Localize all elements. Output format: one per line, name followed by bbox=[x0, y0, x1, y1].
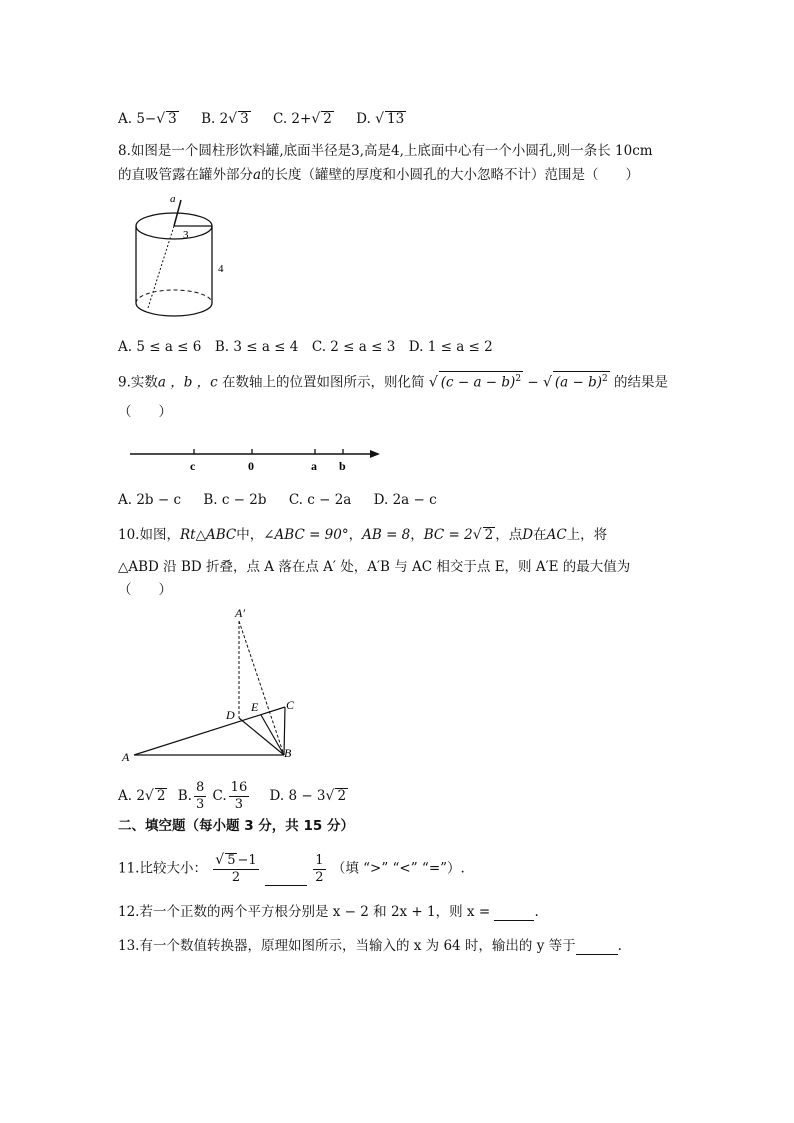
q13-answer-blank[interactable] bbox=[576, 954, 618, 955]
q10-paren: （ ） bbox=[118, 582, 172, 598]
q9-number-line bbox=[118, 440, 388, 476]
label-B: B bbox=[284, 746, 292, 760]
label-E: E bbox=[251, 700, 259, 714]
q7-option-b: B. 2√ 3 bbox=[201, 111, 249, 127]
segment-AprimeB bbox=[239, 621, 284, 755]
q8-line-1: 8.如图是一个圆柱形饮料罐,底面半径是3,高是4,上底面中心有一个小圆孔,则一条长 10cm bbox=[118, 143, 653, 159]
label-C: C bbox=[286, 698, 295, 712]
q10-option-a: A. 2√ 2 bbox=[118, 788, 166, 804]
q9-option-b: B. c − 2b bbox=[203, 492, 267, 508]
axis-label-a: a bbox=[311, 459, 317, 473]
section-2-heading: 二、填空题（每小题 3 分，共 15 分） bbox=[118, 818, 354, 834]
q11-line: 11.比较大小： $\frac{√ 5 -1}{2}$ $\frac{1}{2}$ （填 “>” “<” “=”）. bbox=[118, 852, 465, 885]
segment-BD bbox=[239, 718, 284, 755]
axis-label-0: 0 bbox=[248, 459, 254, 473]
q9-paren: （ ） bbox=[118, 404, 172, 420]
segment-AC bbox=[134, 707, 285, 755]
label-a: a bbox=[170, 193, 176, 205]
axis-label-c: c bbox=[190, 459, 196, 473]
q10-line-2: △ABD 沿 BD 折叠，点 A 落在点 A′ 处，A′B 与 AC 相交于点 E，则 A′E 的最大值为 bbox=[118, 559, 631, 575]
q8-line-2: 的直吸管露在罐外部分a的长度（罐壁的厚度和小圆孔的大小忽略不计）范围是（ ） bbox=[118, 167, 640, 183]
q10-option-c: C. $\frac{16}{3}$ bbox=[212, 780, 248, 812]
q7-option-a: A. 5−√ 3 bbox=[118, 111, 177, 127]
label-A: A bbox=[122, 750, 130, 764]
q10-option-b: B. $\frac{8}{3}$ bbox=[177, 780, 205, 812]
axis-arrow bbox=[370, 450, 380, 458]
q10-line-1: 10.如图，Rt△ABC中，∠ABC = 90°，AB = 8，BC = 2√ 2 ，点D在AC上，将 bbox=[118, 527, 608, 543]
q11-fraction-2: $\frac{1}{2}$ bbox=[315, 852, 324, 885]
q9-option-d: D. 2a − c bbox=[373, 492, 437, 508]
q12-line: 12.若一个正数的两个平方根分别是 x − 2 和 2x + 1，则 x = . bbox=[118, 904, 539, 920]
q9-option-a: A. 2b − c bbox=[118, 492, 182, 508]
q10-triangle-figure bbox=[118, 603, 318, 773]
cylinder-bottom-back bbox=[136, 290, 212, 303]
q8-options: A. 5 ≤ a ≤ 6 B. 3 ≤ a ≤ 4 C. 2 ≤ a ≤ 3 D. 1 ≤ a ≤ 2 bbox=[118, 339, 493, 355]
q9-options bbox=[118, 491, 437, 509]
q13-line: 13.有一个数值转换器，原理如图所示，当输入的 x 为 64 时，输出的 y 等于 . bbox=[118, 938, 622, 954]
q8-cylinder-figure bbox=[118, 188, 238, 328]
label-D: D bbox=[226, 708, 235, 722]
q7-option-d: D. √ 13 bbox=[356, 111, 405, 127]
q12-answer-blank[interactable] bbox=[494, 920, 534, 921]
axis-label-b: b bbox=[339, 459, 346, 473]
q11-answer-blank[interactable] bbox=[265, 885, 307, 886]
label-height: 4 bbox=[218, 263, 224, 275]
q7-option-c: C. 2+√ 2 bbox=[272, 111, 332, 127]
q9-line-1: 9.实数a ，b ，c 在数轴上的位置如图所示，则化简 √ $(c - a - b)^2$ − √ $(a - b)^2$ 的结果是 bbox=[118, 371, 668, 392]
q9-option-c: C. c − 2a bbox=[288, 492, 352, 508]
q10-option-d: D. 8 − 3√ 2 bbox=[269, 788, 347, 804]
label-radius: 3 bbox=[183, 229, 189, 241]
q11-fraction-1: $\frac{√ 5 -1}{2}$ bbox=[215, 852, 257, 885]
q10-options bbox=[118, 780, 348, 813]
q7-options bbox=[118, 110, 406, 128]
label-A-prime: A′ bbox=[235, 606, 245, 620]
cylinder-bottom-front bbox=[136, 303, 212, 316]
